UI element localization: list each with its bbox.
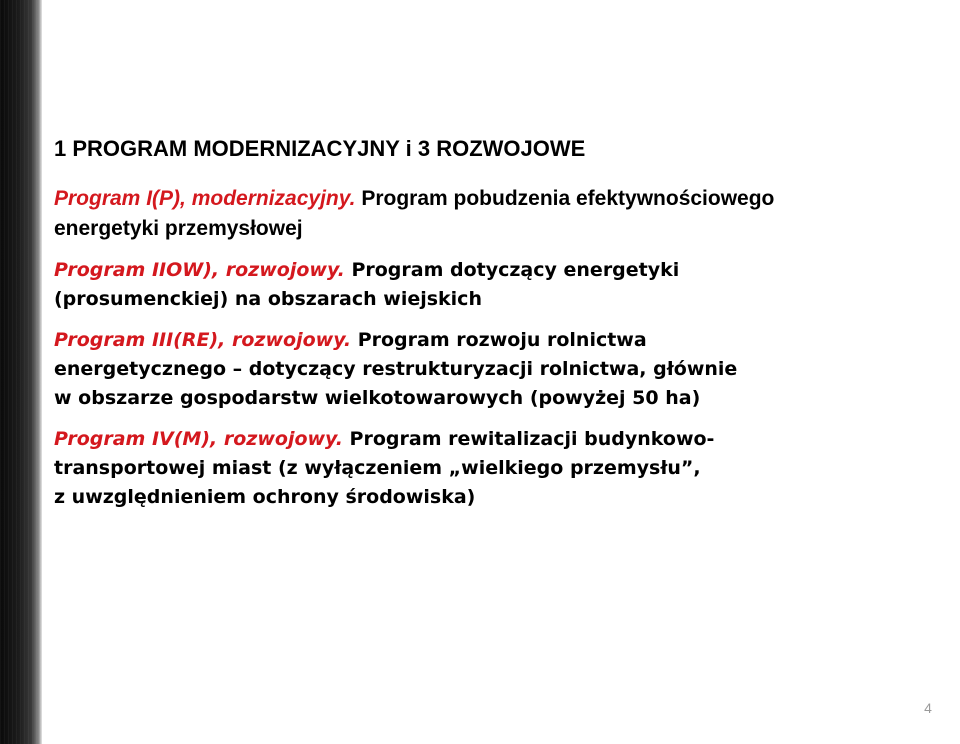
- program-line: [54, 326, 954, 355]
- program-item-3: [54, 326, 954, 413]
- program-label: Program IV(M), rozwojowy.: [54, 428, 343, 450]
- program-description: Program dotyczący energetyki: [351, 259, 680, 281]
- slide-heading: 1 PROGRAM MODERNIZACYJNY i 3 ROZWOJOWE: [54, 136, 586, 161]
- program-label: Program III(RE), rozwojowy.: [54, 329, 352, 351]
- program-description: energetyki przemysłowej: [54, 217, 303, 240]
- program-label: Program I(P), modernizacyjny.: [54, 187, 356, 210]
- slide-content: [54, 134, 954, 524]
- page-number: 4: [924, 700, 932, 716]
- program-line: [54, 184, 954, 214]
- program-label: Program IIOW), rozwojowy.: [54, 259, 345, 281]
- program-item-1: [54, 184, 954, 244]
- program-description: (prosumenckiej) na obszarach wiejskich: [54, 288, 482, 310]
- program-description: energetycznego – dotyczący restrukturyzacji rolnictwa, głównie: [54, 358, 738, 380]
- program-description: w obszarze gospodarstw wielkotowarowych (powyżej 50 ha): [54, 387, 701, 409]
- program-description: Program pobudzenia efektywnościowego: [361, 187, 775, 210]
- program-line: [54, 425, 954, 454]
- program-description: Program rewitalizacji budynkowo-: [349, 428, 715, 450]
- program-description: Program rozwoju rolnictwa: [357, 329, 647, 351]
- program-item-4: [54, 425, 954, 512]
- program-item-2: [54, 256, 954, 314]
- program-description: z uwzględnieniem ochrony środowiska): [54, 486, 476, 508]
- program-description: transportowej miast (z wyłączeniem „wielkiego przemysłu”,: [54, 457, 701, 479]
- left-band-texture: [0, 0, 42, 744]
- program-line: [54, 256, 954, 285]
